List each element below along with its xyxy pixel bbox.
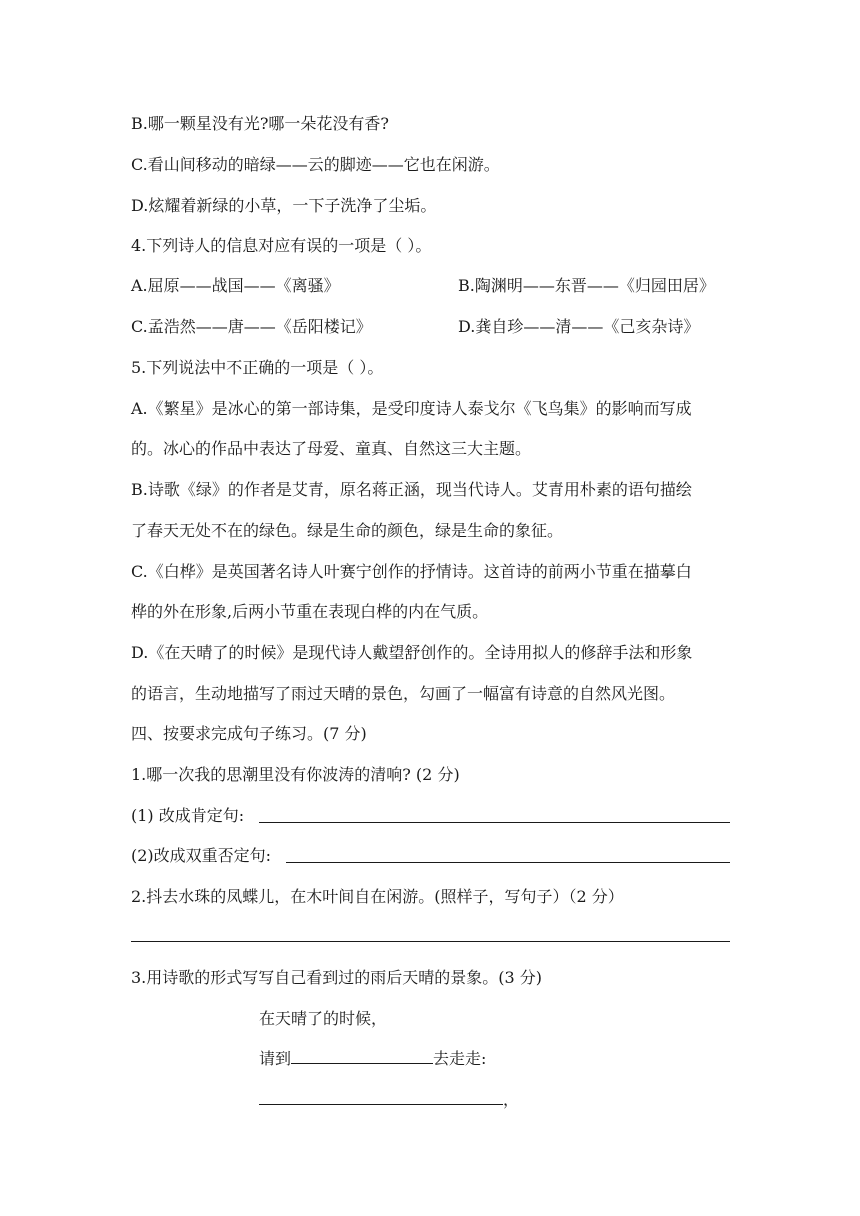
q5-option-b-line1: B.诗歌《绿》的作者是艾青，原名蒋正涵，现当代诗人。艾青用朴素的语句描绘 (131, 480, 692, 499)
poem-line-1: 在天晴了的时候， (259, 1009, 388, 1028)
poem-line-3-suffix: ， (503, 1090, 520, 1109)
q5-option-a-line2: 的。冰心的作品中表达了母爱、童真、自然这三大主题。 (131, 439, 532, 458)
s4-q1-part1-label: (1) 改成肯定句: (131, 806, 245, 825)
poem-line-3 (259, 1090, 519, 1110)
section-heading: 四、按要求完成句子练习。(7 分) (131, 724, 367, 743)
poem-line-2-prefix: 请到 (259, 1049, 292, 1068)
q5-option-c-line1: C.《白桦》是英国著名诗人叶赛宁创作的抒情诗。这首诗的前两小节重在描摹白 (131, 562, 692, 581)
s4-q1-part2-label: (2)改成双重否定句: (131, 846, 272, 865)
q5-stem: 5.下列说法中不正确的一项是（ ）。 (131, 358, 384, 377)
poem-line-3-blank[interactable] (259, 1090, 503, 1105)
q5-option-c-line2: 桦的外在形象,后两小节重在表现白桦的内在气质。 (131, 602, 489, 621)
poem-line-2-suffix: 去走走: (433, 1049, 487, 1068)
s4-q3-stem: 3.用诗歌的形式写写自己看到过的雨后天晴的景象。(3 分) (131, 968, 543, 987)
q5-option-b-line2: 了春天无处不在的绿色。绿是生命的颜色，绿是生命的象征。 (131, 521, 564, 540)
poem-line-2-blank[interactable] (291, 1049, 433, 1064)
s4-q1-part2-answer-line[interactable] (286, 862, 730, 863)
q3-option-d: D.炫耀着新绿的小草，一下子洗净了尘垢。 (131, 196, 437, 215)
q3-option-c: C.看山间移动的暗绿——云的脚迹——它也在闲游。 (131, 155, 500, 174)
s4-q2-stem: 2.抖去水珠的凤蝶儿，在木叶间自在闲游。(照样子，写句子）（2 分） (131, 887, 624, 906)
s4-q2-answer-line[interactable] (131, 941, 730, 942)
s4-q1-stem: 1.哪一次我的思潮里没有你波涛的清响? (2 分) (131, 765, 460, 784)
q5-option-a-line1: A.《繁星》是冰心的第一部诗集，是受印度诗人泰戈尔《飞鸟集》的影响而写成 (131, 399, 692, 418)
q5-option-d-line1: D.《在天晴了的时候》是现代诗人戴望舒创作的。全诗用拟人的修辞手法和形象 (131, 643, 693, 662)
q4-option-d: D.龚自珍——清——《己亥杂诗》 (458, 317, 700, 336)
q3-option-b: B.哪一颗星没有光?哪一朵花没有香? (131, 114, 390, 133)
q4-stem: 4.下列诗人的信息对应有误的一项是（ ）。 (131, 236, 432, 255)
q4-option-b: B.陶渊明——东晋——《归园田居》 (458, 276, 715, 295)
q4-option-a: A.屈原——战国——《离骚》 (131, 276, 340, 295)
q5-option-d-line2: 的语言，生动地描写了雨过天晴的景色，勾画了一幅富有诗意的自然风光图。 (131, 684, 676, 703)
q4-option-c: C.孟浩然——唐——《岳阳楼记》 (131, 317, 372, 336)
s4-q1-part1-answer-line[interactable] (259, 822, 730, 823)
poem-line-2 (259, 1049, 486, 1069)
